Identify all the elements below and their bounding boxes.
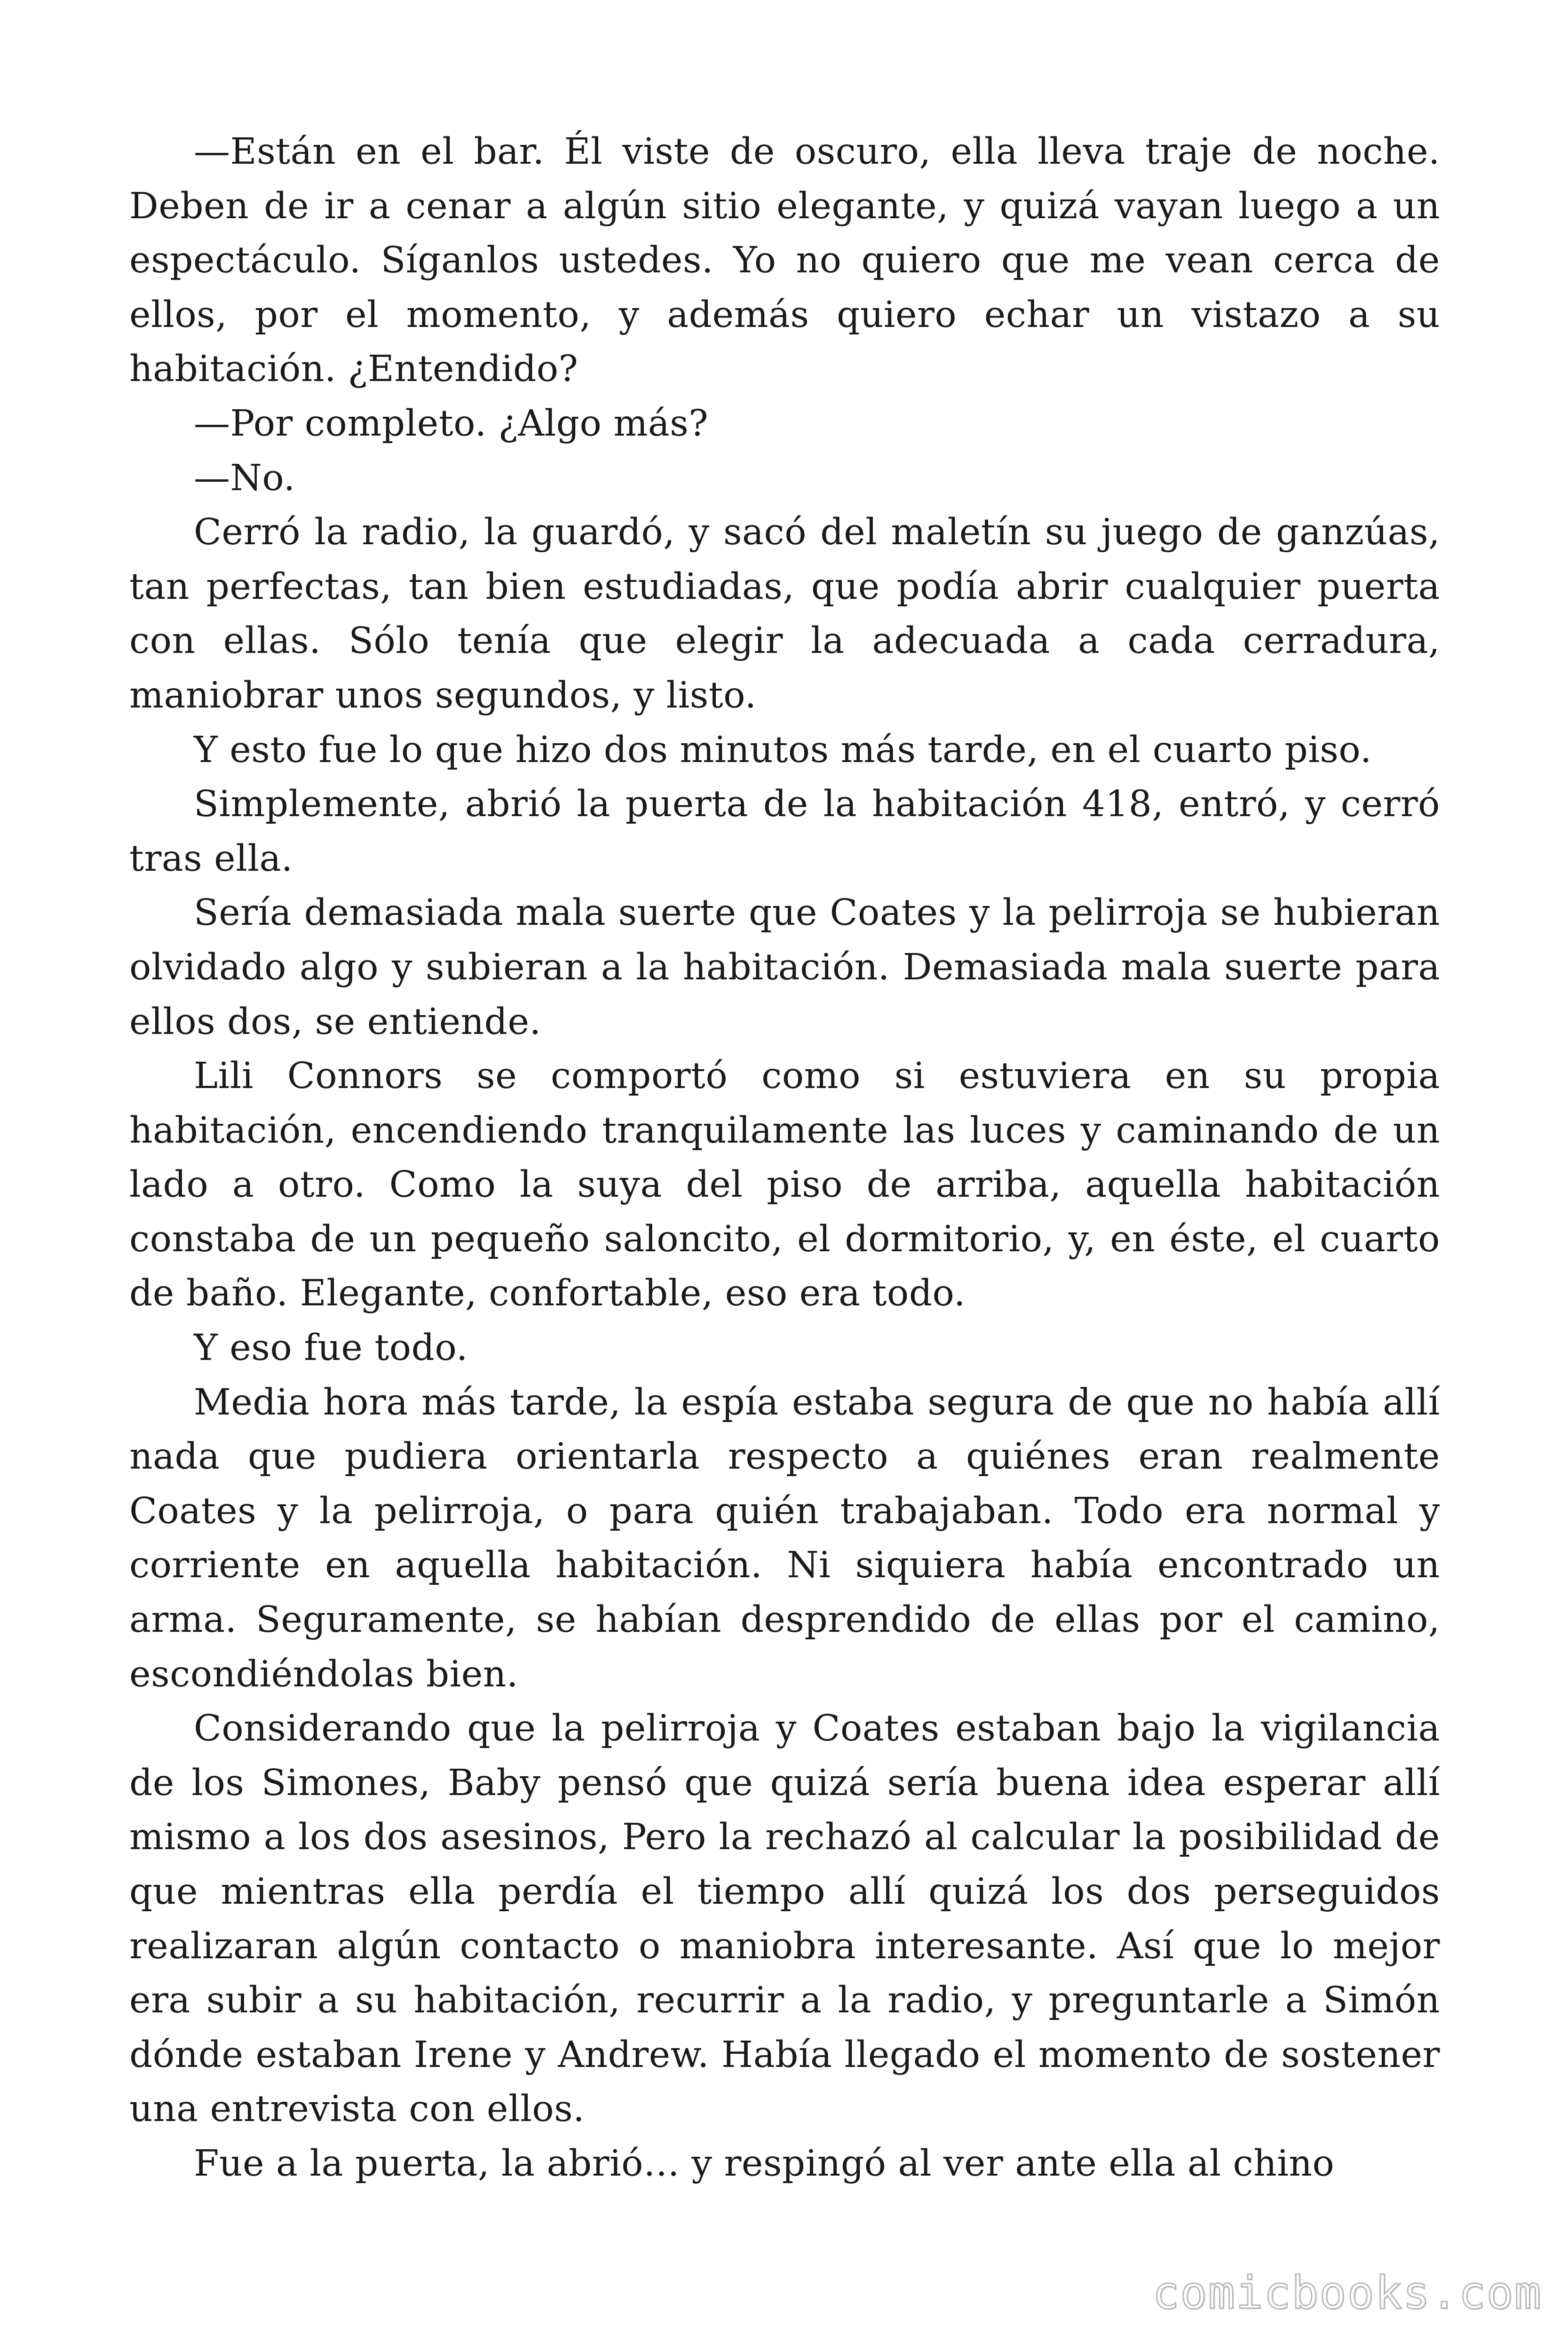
paragraph: —No.	[194, 457, 295, 499]
paragraph: Sería demasiada mala suerte que Coates y la pelirroja se hubieran olvidado algo y subieran a la habitación. Demasiada mala suerte para ellos dos, se entiende.	[129, 892, 1440, 1043]
paragraph: Fue a la puerta, la abrió… y respingó al ver ante ella al chino	[194, 2142, 1335, 2185]
paragraph: Cerró la radio, la guardó, y sacó del maletín su juego de ganzúas, tan perfectas, tan bien estudiadas, que podía abrir cualquier puerta con ellas. Sólo tenía que elegir la adecuada a cada cerradura, maniobrar unos segundos, y listo.	[129, 511, 1440, 716]
paragraph: Simplemente, abrió la puerta de la habitación 418, entró, y cerró tras ella.	[129, 783, 1440, 880]
paragraph: Y eso fue todo.	[194, 1327, 468, 1369]
watermark-text: comicbooks.com	[1152, 2267, 1542, 2319]
paragraph: —Por completo. ¿Algo más?	[194, 402, 709, 445]
paragraph: —Están en el bar. Él viste de oscuro, ella lleva traje de noche. Deben de ir a cenar a algún sitio elegante, y quizá vayan luego a un espectáculo. Síganlos ustedes. Yo no quiero que me vean cerca de ellos, por el momento, y además quiero echar un vistazo a su habitación. ¿Entendido?	[129, 131, 1440, 390]
body-text	[129, 125, 1440, 2191]
paragraph: Media hora más tarde, la espía estaba segura de que no había allí nada que pudiera orientarla respecto a quiénes eran realmente Coates y la pelirroja, o para quién trabajaban. Todo era normal y corriente en aquella habitación. Ni siquiera había encontrado un arma. Seguramente, se habían desprendido de ellas por el camino, escondiéndolas bien.	[129, 1381, 1440, 1695]
paragraph: Y esto fue lo que hizo dos minutos más tarde, en el cuarto piso.	[194, 729, 1372, 771]
paragraph: Lili Connors se comportó como si estuviera en su propia habitación, encendiendo tranquilamente las luces y caminando de un lado a otro. Como la suya del piso de arriba, aquella habitación constaba de un pequeño saloncito, el dormitorio, y, en éste, el cuarto de baño. Elegante, confortable, eso era todo.	[129, 1055, 1440, 1315]
paragraph: Considerando que la pelirroja y Coates estaban bajo la vigilancia de los Simones, Baby pensó que quizá sería buena idea esperar allí mismo a los dos asesinos, Pero la rechazó al calcular la posibilidad de que mientras ella perdía el tiempo allí quizá los dos perseguidos realizaran algún contacto o maniobra interesante. Así que lo mejor era subir a su habitación, recurrir a la radio, y preguntarle a Simón dónde estaban Irene y Andrew. Había llegado el momento de sostener una entrevista con ellos.	[129, 1708, 1440, 2130]
